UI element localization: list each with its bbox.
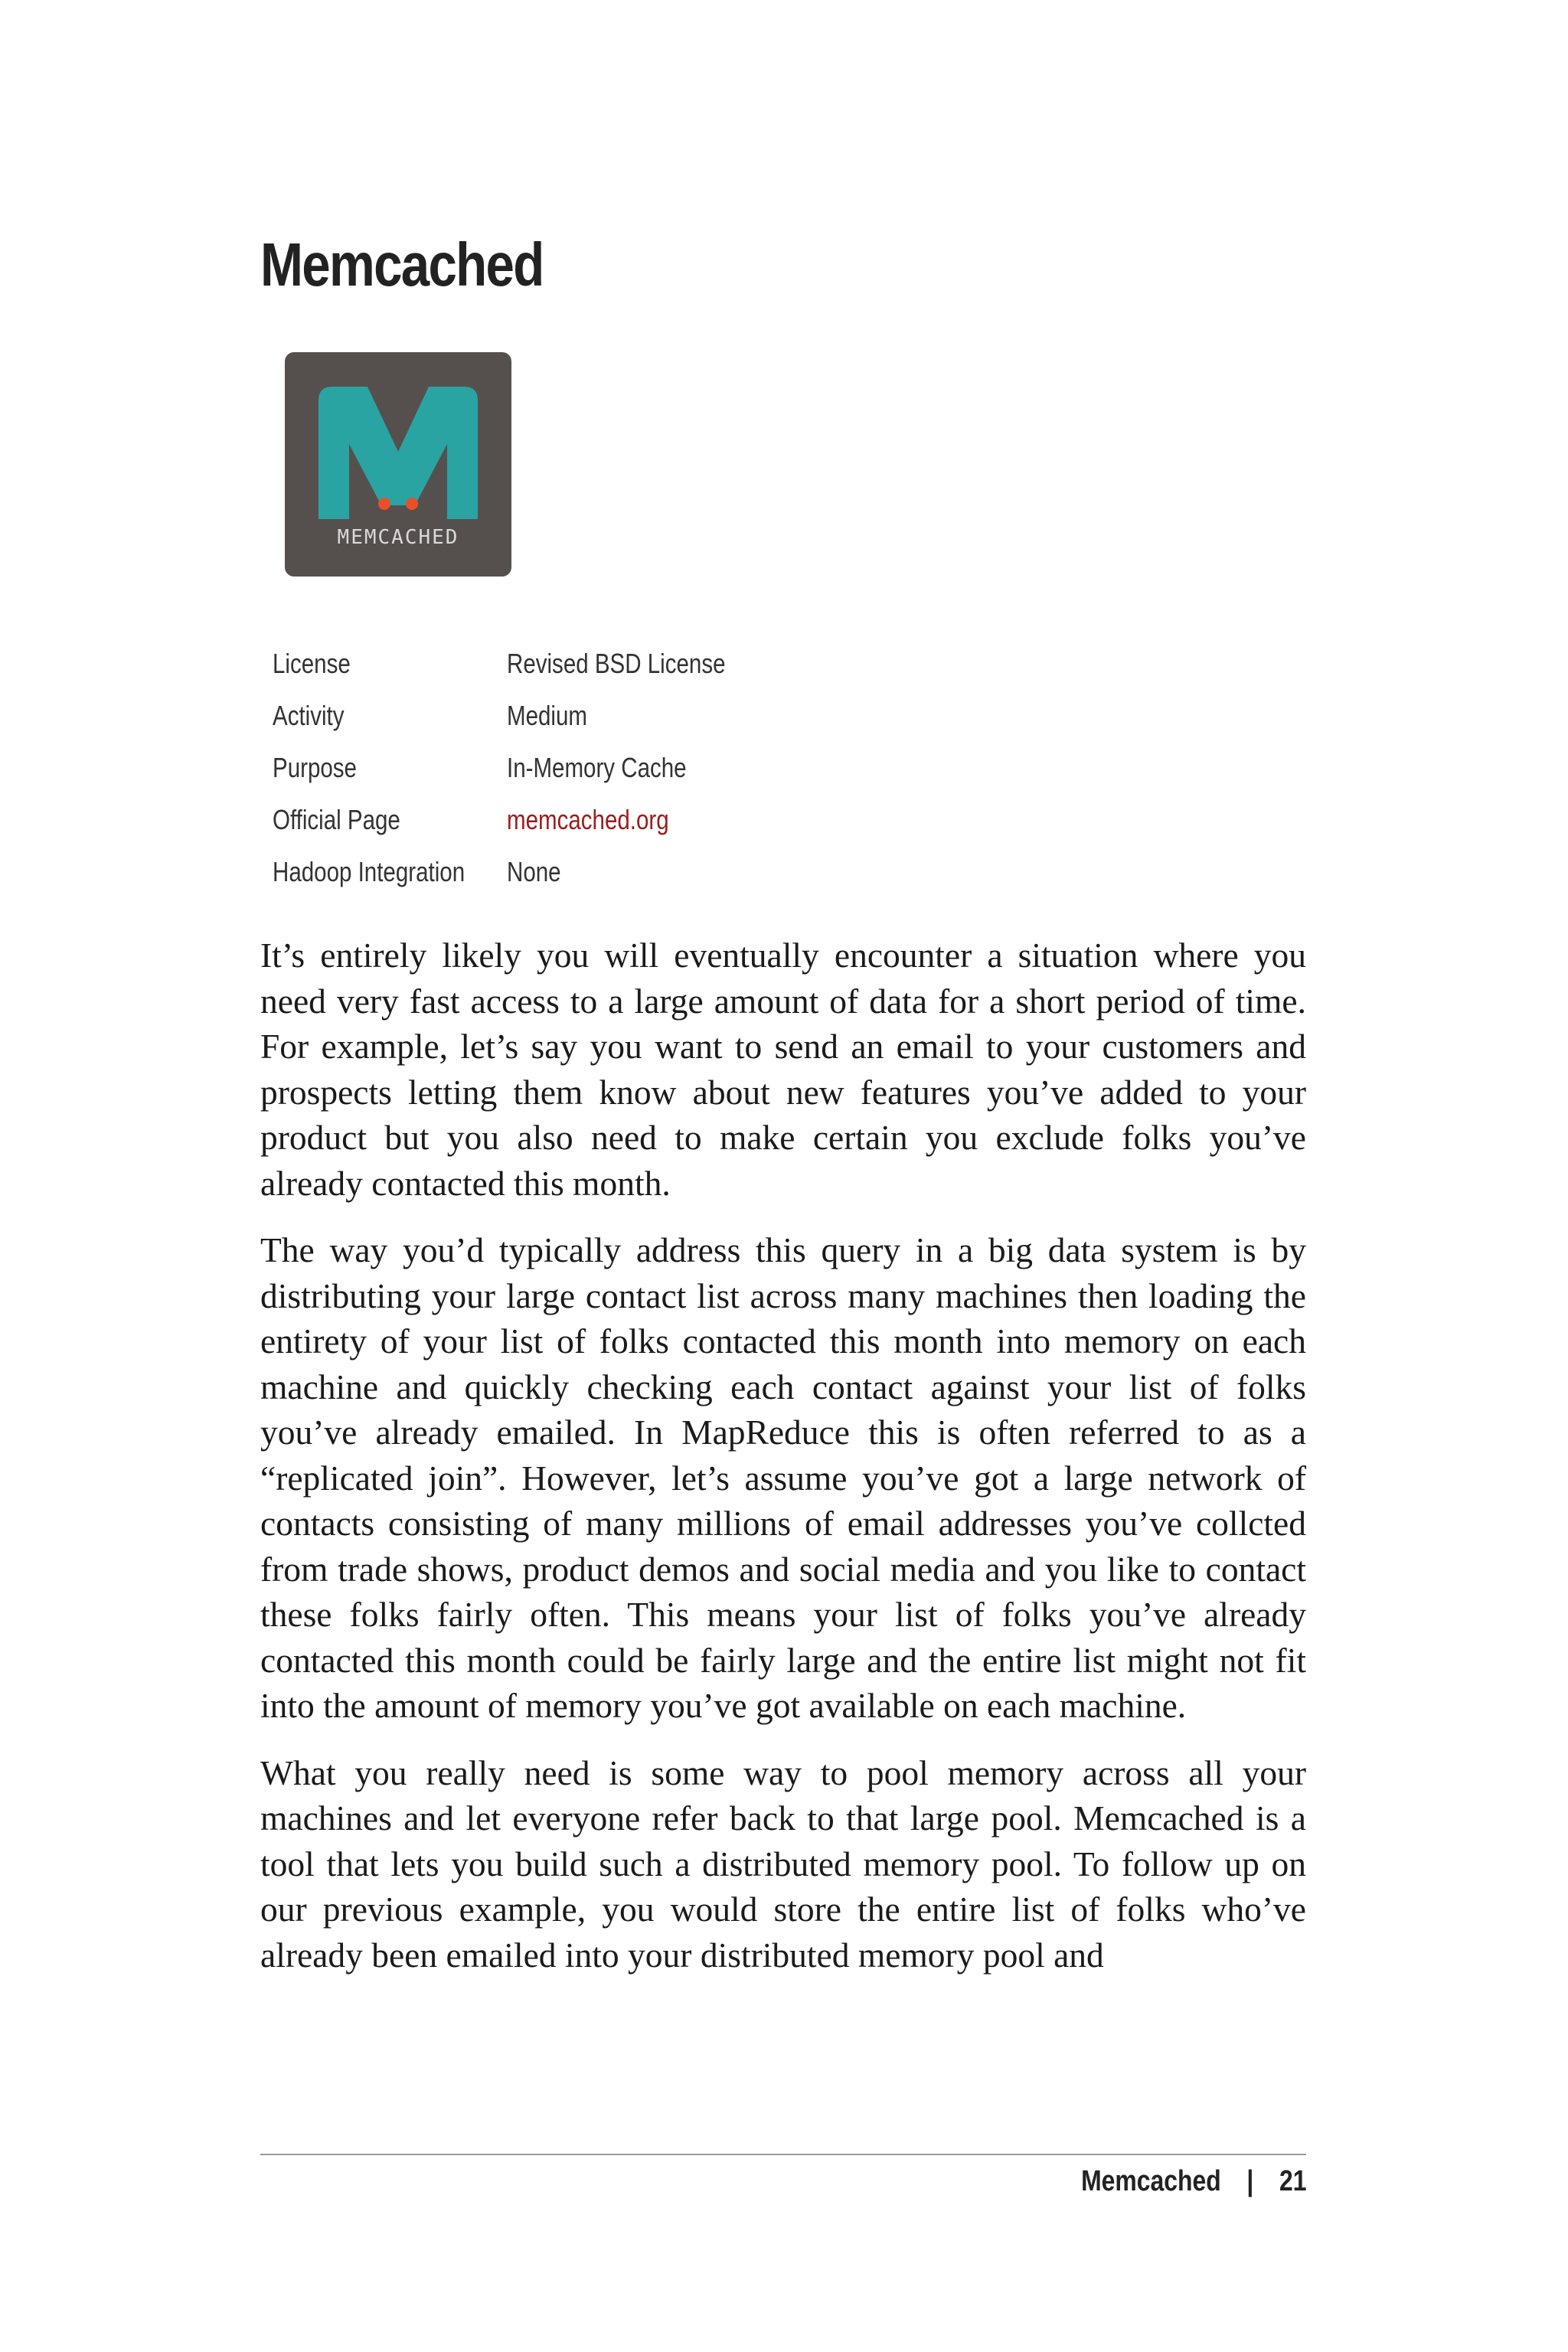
activity-value: Medium: [507, 700, 588, 731]
page-title: Memcached: [260, 230, 544, 299]
memcached-logo: [285, 352, 511, 577]
table-row: [273, 794, 773, 846]
table-row: [273, 742, 773, 794]
body-text: [260, 933, 1306, 1999]
activity-label: Activity: [273, 700, 345, 731]
license-label: License: [273, 648, 351, 679]
footer-section-title: Memcached: [1080, 2165, 1221, 2197]
footer-separator: |: [1246, 2165, 1253, 2197]
official-page-label: Official Page: [273, 804, 400, 835]
footer-rule: [260, 2154, 1306, 2155]
paragraph: It’s entirely likely you will eventually encounter a situation where you need very fast access to a large amount of data for a short period of time. For example, let’s say you want to send an email to your customers and prospects letting them know about new features you’ve added to your product but you also need to make certain you exclude folks you’ve already contacted this month.: [260, 936, 1306, 1203]
purpose-value: In-Memory Cache: [507, 752, 687, 783]
paragraph: The way you’d typically address this query in a big data system is by distributing your large contact list across many machines then loading the entirety of your list of folks contacted this month into memory on each machine and quickly checking each contact against your list of folks you’ve already emailed. In MapReduce this is often referred to as a “replicated join”. However, let’s assume you’ve got a large network of contacts consisting of many millions of email addresses you’ve collcted from trade shows, product demos and social media and you like to contact these folks fairly often. This means your list of folks you’ve already contacted this month could be fairly large and the entire list might not fit into the amount of memory you’ve got available on each machine.: [260, 1230, 1306, 1725]
table-row: [273, 846, 773, 898]
purpose-label: Purpose: [273, 752, 357, 783]
paragraph: What you really need is some way to pool memory across all your machines and let everyone refer back to that large pool. Memcached is a tool that lets you build such a distributed memory pool. To follow up on our previous example, you would store the entire list of folks who’ve already been emailed into your distributed memory pool and: [260, 1753, 1306, 1975]
hadoop-integration-value: None: [507, 856, 561, 887]
hadoop-integration-label: Hadoop Integration: [273, 856, 466, 887]
info-table: [273, 638, 773, 898]
official-page-link[interactable]: memcached.org: [507, 804, 669, 835]
page-footer: [1081, 2165, 1306, 2198]
table-row: [273, 690, 773, 742]
logo-wordmark: MEMCACHED: [337, 526, 459, 549]
license-value: Revised BSD License: [507, 648, 726, 679]
page-number: 21: [1279, 2165, 1306, 2197]
table-row: [273, 638, 773, 690]
